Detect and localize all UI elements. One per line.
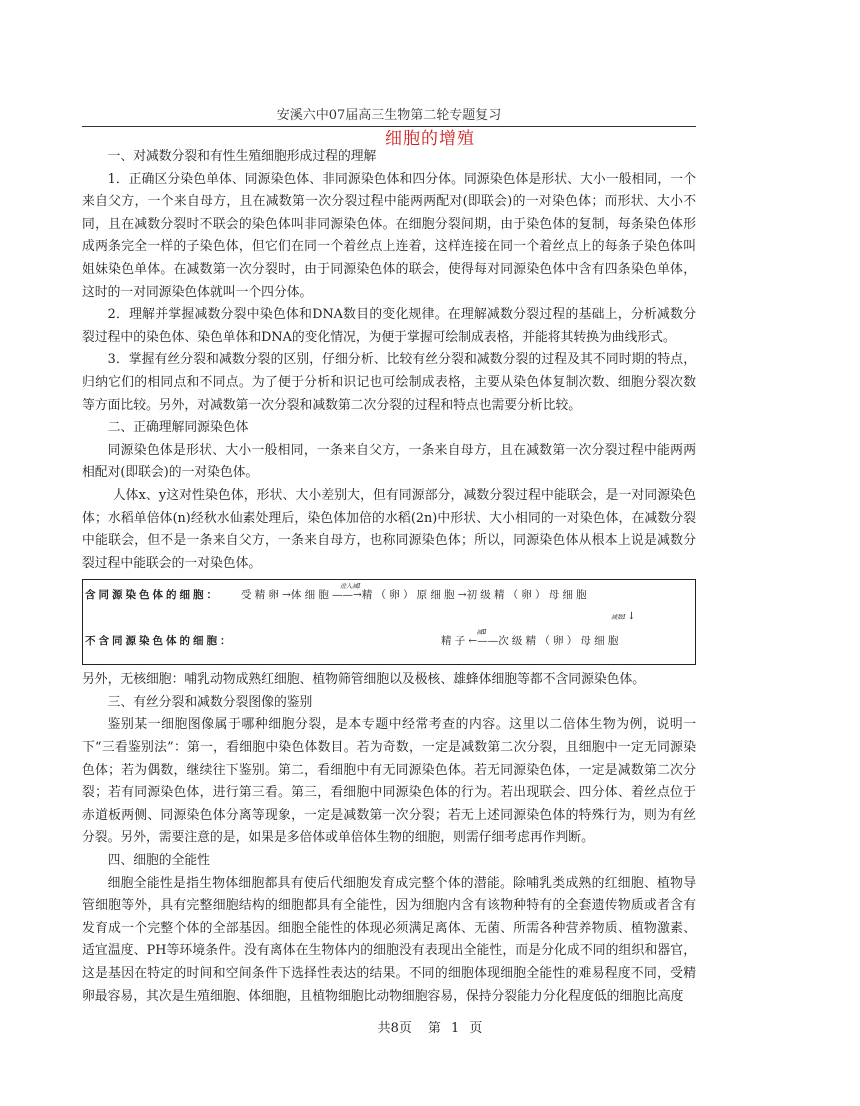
page-header: 安溪六中07届高三生物第二轮专题复习 [82,104,696,127]
labeled-arrow: ←— 减Ⅱ — [468,634,498,648]
total-pages: 共8页 [377,1021,412,1036]
labeled-arrow: —— 进入减Ⅰ → [332,588,362,602]
meiosis-1-label: 减数Ⅰ [611,614,626,622]
arrow-label-meiosis-2: 减Ⅱ [476,629,487,637]
section-1-heading: 一、对减数分裂和有性生殖细胞形成过程的理解 [107,149,377,164]
page-footer [0,1017,860,1036]
section-1-paragraph-1: 1．正确区分染色单体、同源染色体、非同源染色体和四分体。同源染色体是形状、大小一般相同，一个来自父方，一个来自母方，且在减数第一次分裂过程中能两两配对(即联会)的一对染色体；而形状、大小不同，且在减数分裂时不联会的染色体叫非同源染色体。在细胞分裂间期，由于染色体的复制，每条染色体形成两条完全一样的子染色体，但它们在同一个着丝点上连着，这样连接在同一个着丝点上的每条子染色体叫姐妹染色单体。在减数第一次分裂时，由于同源染色体的联会，使得每对同源染色体中含有四条染色单体，这时的一对同源染色体就叫一个四分体。 [82,171,696,300]
after-box-paragraph: 另外，无核细胞：哺乳动物成熟红细胞、植物筛管细胞以及极核、雄蜂体细胞等都不含同源染色体。 [82,672,646,688]
sperm-label: 精子 [441,635,469,648]
box-label-without-homologous: 不含同源染色体的细胞： [85,635,234,648]
arrow-label-meiosis-1: 进入减Ⅰ [340,583,361,591]
down-arrow-label [611,610,636,625]
document-body [82,146,696,1008]
box-row-2 [441,629,622,648]
section-2-paragraph-2: 人体x、y这对性染色体，形状、大小差别大，但有同源部分，减数分裂过程中能联会，是一对同源染色体；水稻单倍体(n)经秋水仙素处理后，染色体加倍的水稻(2n)中形状、大小相同的一对染色体，在减数分裂中能联会，但不是一条来自父方，一条来自母方，也称同源染色体；所以，同源染色体从根本上说是减数分裂过程中能联会的一对染色体。 [82,487,696,571]
somatic-cell-label: 体细胞 [290,589,333,602]
section-3-paragraph-1: 鉴别某一细胞图像属于哪种细胞分裂，是本专题中经常考查的内容。这里以二倍体生物为例，说明一下“三看鉴别法”：第一，看细胞中染色体数目。若为奇数，一定是减数第二次分裂，且细胞中一定无同源染色体；若为偶数，继续往下鉴别。第二，看细胞中有无同源染色体。若无同源染色体，一定是减数第二次分裂；若有同源染色体，进行第三看。第三，看细胞中同源染色体的行为。若出现联会、四分体、着丝点位于赤道板两侧、同源染色体分离等现象，一定是减数第一次分裂；若无上述同源染色体的特殊行为，则为有丝分裂。另外，需要注意的是，如果是多倍体或单倍体生物的细胞，则需仔细考虑再作判断。 [82,717,696,846]
box-label-with-homologous: 含同源染色体的细胞： [85,589,220,602]
spermatogonium-label: 精（卵）原细胞 [361,589,458,602]
section-4-heading: 四、细胞的全能性 [107,853,210,869]
secondary-spermatocyte-label: 次级精（卵）母细胞 [498,635,622,648]
box-row-1 [241,583,590,602]
section-2-heading: 二、正确理解同源染色体 [107,420,249,436]
arrow-down-icon: ↓ [627,611,636,623]
primary-spermatocyte-label: 初级精（卵）母细胞 [466,589,590,602]
section-3-heading: 三、有丝分裂和减数分裂图像的鉴别 [107,694,313,710]
zygote-label: 受精卵 [241,589,283,602]
section-1-paragraph-2: 2．理解并掌握减数分裂中染色体和DNA数目的变化规律。在理解减数分裂过程的基础上，分析减数分裂过程中的染色体、染色单体和DNA的变化情况，为便于掌握可绘制成表格，并能将其转换为曲线形式。 [82,307,696,345]
page-number: 第 1 页 [427,1021,483,1036]
arrow-right-icon: → [457,589,467,602]
section-2-paragraph-1: 同源染色体是形状、大小一般相同，一条来自父方，一条来自母方，且在减数第一次分裂过程中能两两相配对(即联会)的一对染色体。 [82,442,696,481]
section-1-paragraph-3: 3．掌握有丝分裂和减数分裂的区别，仔细分析、比较有丝分裂和减数分裂的过程及其不同时期的特点，归纳它们的相同点和不同点。为了便于分析和识记也可绘制成表格，主要从染色体复制次数、细胞分裂次数等方面比较。另外，对减数第一次分裂和减数第二次分裂的过程和特点也需要分析比较。 [82,352,696,413]
homologous-chromosome-diagram [82,579,696,665]
section-4-paragraph-1: 细胞全能性是指生物体细胞都具有使后代细胞发育成完整个体的潜能。除哺乳类成熟的红细胞、植物导管细胞等外，具有完整细胞结构的细胞都具有全能性，因为细胞内含有该物种特有的全套遗传物质或者含有发育成一个完整个体的全部基因。细胞全能性的体现必须满足离体、无菌、所需各种营养物质、植物激素、适宜温度、PH等环境条件。没有离体在生物体内的细胞没有表现出全能性，而是分化成不同的组织和器官，这是基因在特定的时间和空间条件下选择性表达的结果。不同的细胞体现细胞全能性的难易程度不同，受精卵最容易，其次是生殖细胞、体细胞，且植物细胞比动物细胞容易，保持分裂能力分化程度低的细胞比高度 [82,875,696,1004]
document-title: 细胞的增殖 [385,129,475,149]
arrow-right-icon: → [282,589,291,602]
